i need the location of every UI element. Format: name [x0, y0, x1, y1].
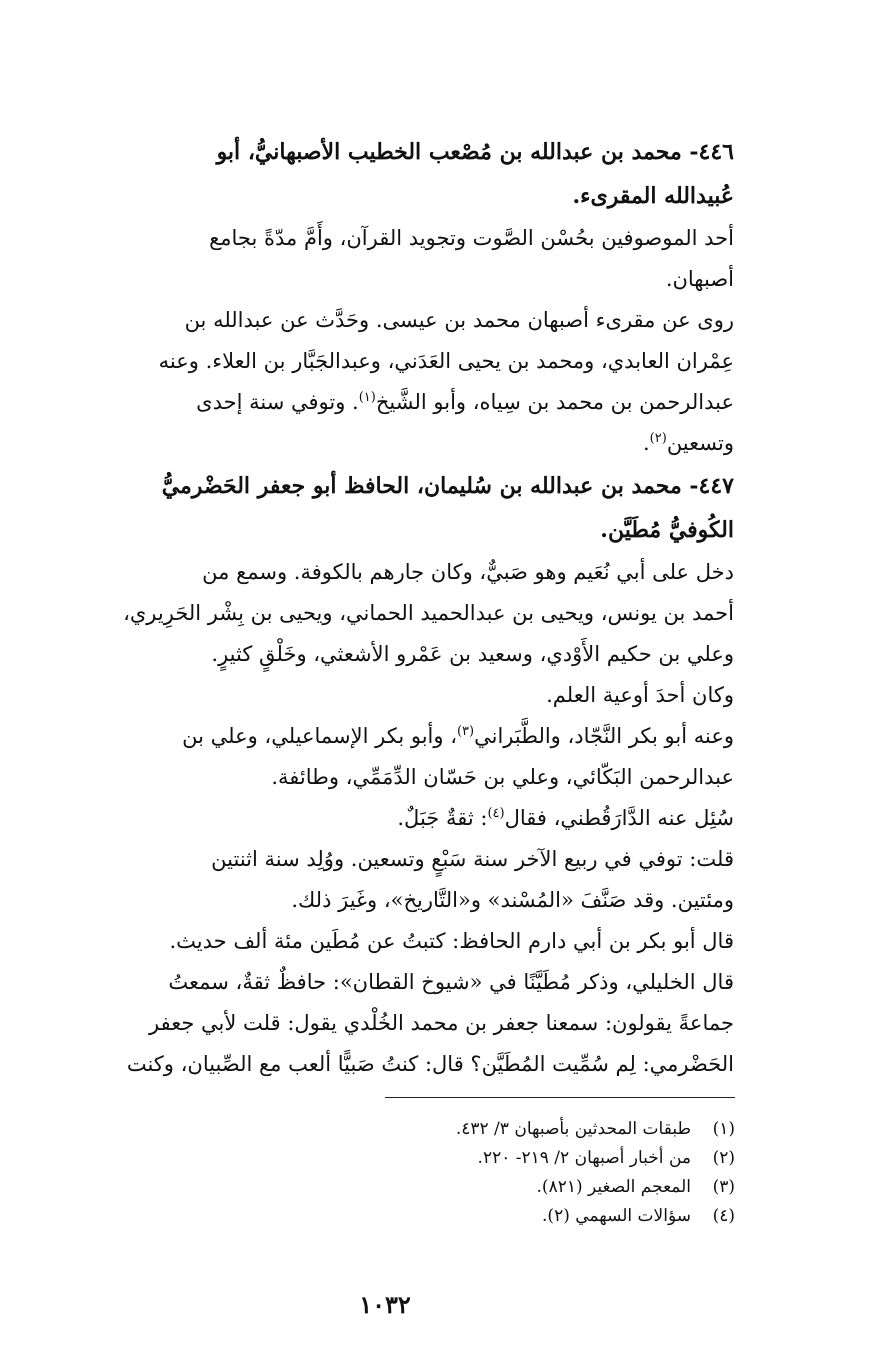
- footnote-item: [330, 1115, 735, 1144]
- entry-446-text-line: عِمْران العابدي، ومحمد بن يحيى العَدَني، وعبدالجَبَّار بن العلاء. وعنه: [158, 349, 734, 373]
- entry-447-text-line: عبدالرحمن البَكّائي، وعلي بن حَسّان الدِّمَمِّي، وطائفة.: [271, 765, 734, 789]
- footnote-number: (٣): [712, 1177, 735, 1197]
- footnote-item: [330, 1173, 735, 1202]
- entry-447-text-line: ومئتين. وقد صَنَّفَ «المُسْند» و«التَّاريخ»، وغَيرَ ذلك.: [291, 888, 734, 912]
- entry-447-heading-line-2: الكُوفيُّ مُطَيَّن.: [600, 517, 734, 543]
- footnote-number: (١): [712, 1119, 735, 1139]
- footnote-marker: (٤): [487, 806, 505, 821]
- entry-447-text-line: قال الخليلي، وذكر مُطَيَّنًا في «شيوخ القطان»: حافظٌ ثقةٌ، سمعتُ: [168, 970, 734, 994]
- footnotes: [330, 1115, 735, 1231]
- footnote-divider: [385, 1097, 735, 1098]
- footnote-text: المعجم الصغير (٨٢١).: [536, 1177, 691, 1197]
- page-number: ١٠٣٢: [359, 1290, 411, 1319]
- text-segment: ، وأبو بكر الإسماعيلي، وعلي بن: [182, 724, 457, 748]
- footnote-text: من أخبار أصبهان ٢/ ٢١٩- ٢٢٠.: [477, 1148, 691, 1168]
- text-segment: : ثقةٌ جَبَلٌ.: [397, 806, 488, 830]
- entry-446-text-line: أصبهان.: [665, 267, 734, 291]
- entry-447-text-line: دخل على أبي نُعَيم وهو صَبيٌّ، وكان جارهم بالكوفة. وسمع من: [202, 560, 734, 584]
- footnote-item: [330, 1144, 735, 1173]
- entry-446-text-line: روى عن مقرىء أصبهان محمد بن عيسى. وحَدَّث عن عبدالله بن: [184, 308, 734, 332]
- entry-446-heading-line-1: ٤٤٦- محمد بن عبدالله بن مُصْعب الخطيب الأصبهانيُّ، أبو: [216, 139, 734, 165]
- entry-447-text-line: وعلي بن حكيم الأَوْدي، وسعيد بن عَمْرو الأشعثي، وخَلْقٍ كثيرٍ.: [211, 642, 734, 666]
- footnote-item: [330, 1202, 735, 1231]
- entry-447-text-line: [22, 716, 734, 757]
- entry-447-text-line: قلت: توفي في ربيع الآخر سنة سَبْعٍ وتسعين. ووُلِد سنة اثنتين: [211, 847, 734, 871]
- entry-447-text-line: جماعةً يقولون: سمعنا جعفر بن محمد الخُلْدي يقول: قلت لأبي جعفر: [149, 1011, 734, 1035]
- footnote-marker: (٣): [456, 724, 475, 739]
- entry-447-text-line: قال أبو بكر بن أبي دارم الحافظ: كتبتُ عن مُطَين مئة ألف حديث.: [169, 929, 734, 953]
- text-segment: وتسعين: [666, 431, 734, 455]
- entry-446-text-line: [22, 382, 734, 423]
- footnote-marker: (١): [358, 390, 376, 405]
- entry-446-text-line: [22, 423, 734, 464]
- footnote-marker: (٢): [649, 431, 667, 446]
- footnote-number: (٤): [712, 1206, 735, 1226]
- entry-447-text-line: أحمد بن يونس، ويحيى بن عبدالحميد الحماني، ويحيى بن بِشْر الحَرِيري،: [123, 601, 734, 625]
- entry-447-heading-line-1: ٤٤٧- محمد بن عبدالله بن سُليمان، الحافظ أبو جعفر الحَضْرميُّ: [161, 473, 734, 499]
- main-text: [22, 130, 734, 1085]
- entry-447-text-line: [22, 798, 734, 839]
- text-segment: سُئِل عنه الدَّارَقُطني، فقال: [504, 806, 734, 830]
- entry-447-text-line: وكان أحدَ أوعية العلم.: [546, 683, 734, 707]
- entry-446-text-line: أحد الموصوفين بحُسْن الصَّوت وتجويد القرآن، وأَمَّ مدّةً بجامع: [209, 226, 734, 250]
- text-segment: عبدالرحمن بن محمد بن سِياه، وأبو الشَّيخ: [375, 390, 734, 414]
- text-segment: وعنه أبو بكر النَّجّاد، والطَّبَراني: [474, 724, 734, 748]
- footnote-text: سؤالات السهمي (٢).: [542, 1206, 691, 1226]
- entry-446-heading-line-2: عُبيدالله المقرىء.: [572, 183, 734, 209]
- footnote-text: طبقات المحدثين بأصبهان ٣/ ٤٣٢.: [455, 1119, 691, 1139]
- text-segment: . وتوفي سنة إحدى: [196, 390, 359, 414]
- text-segment: .: [642, 431, 650, 455]
- footnote-number: (٢): [712, 1148, 735, 1168]
- entry-447-text-line: الحَضْرمي: لِم سُمِّيت المُطَيَّن؟ قال: كنتُ صَبيًّا ألعب مع الصِّبيان، وكنت: [126, 1052, 734, 1076]
